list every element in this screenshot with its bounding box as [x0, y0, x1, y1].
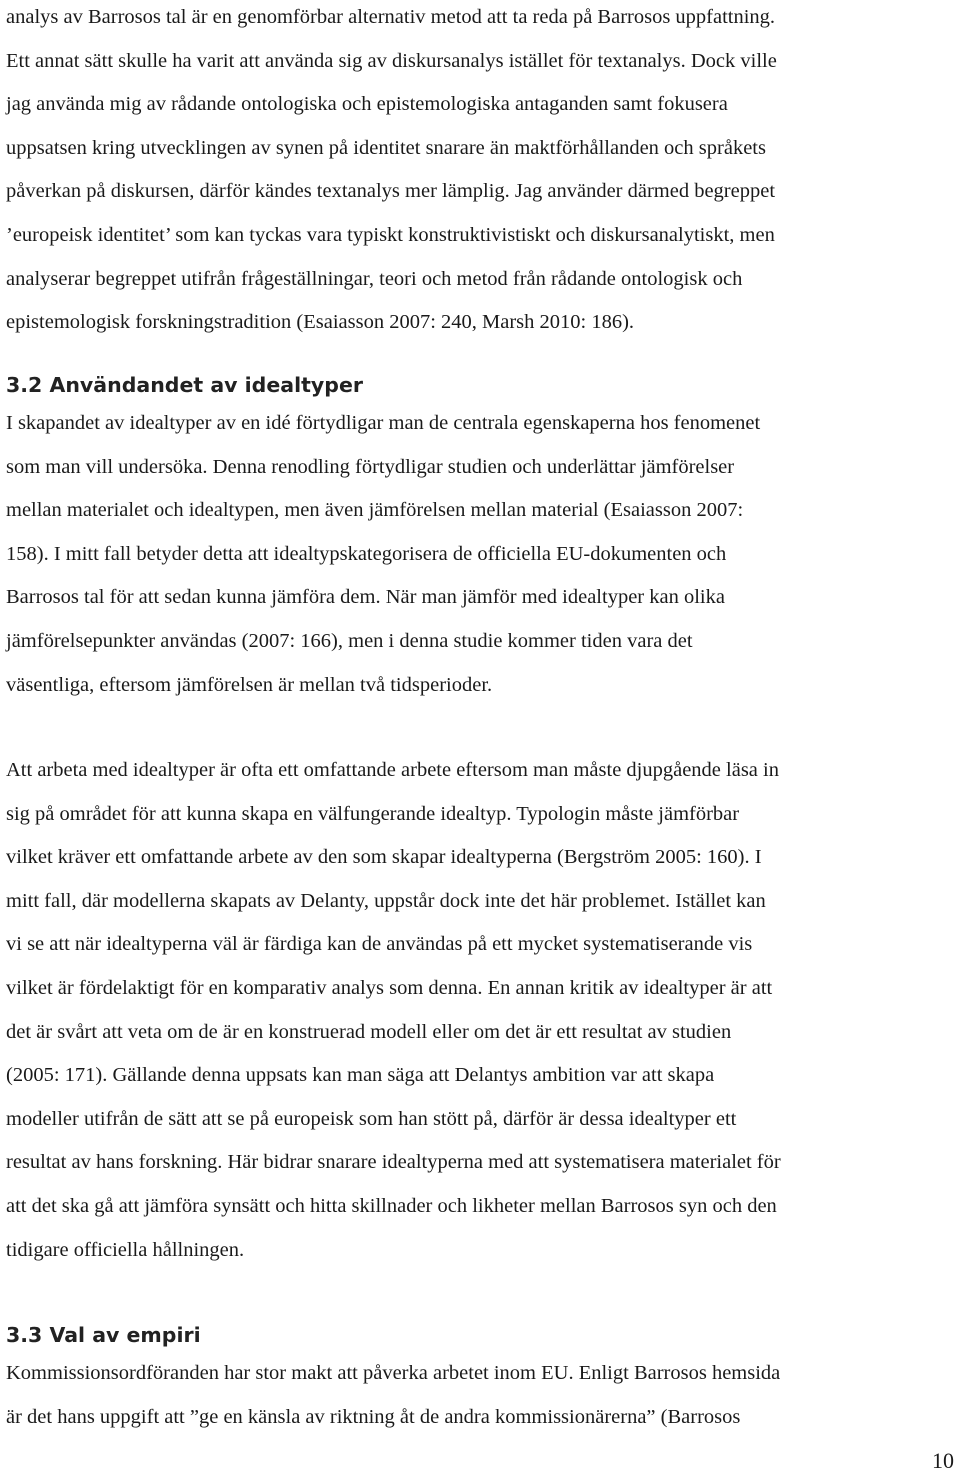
section-heading-3-2: 3.2 Användandet av idealtyper	[6, 373, 363, 397]
text-line: sig på området för att kunna skapa en välfungerande idealtyp. Typologin måste jämförbar	[6, 802, 740, 825]
text-line: Att arbeta med idealtyper är ofta ett omfattande arbete eftersom man måste djupgående läsa in	[6, 759, 779, 781]
text-line: ’europeisk identitet’ som kan tyckas vara typiskt konstruktivistiskt och diskursanalytiskt, men	[6, 223, 775, 246]
text-line: Barrosos tal för att sedan kunna jämföra dem. När man jämför med idealtyper kan olika	[6, 586, 725, 609]
text-line: modeller utifrån de sätt att se på europeisk som han stött på, därför är dessa idealtyper ett	[6, 1107, 737, 1130]
text-line: Ett annat sätt skulle ha varit att använda sig av diskursanalys istället för textanalys. Dock ville	[6, 49, 777, 72]
text-line: vilket kräver ett omfattande arbete av den som skapar idealtyperna (Bergström 2005: 160). I	[6, 846, 762, 869]
text-line: tidigare officiella hållningen.	[6, 1238, 245, 1261]
text-line: analys av Barrosos tal är en genomförbar alternativ metod att ta reda på Barrosos uppfattning.	[6, 6, 776, 28]
section-heading-3-3: 3.3 Val av empiri	[6, 1323, 201, 1347]
text-line: är det hans uppgift att ”ge en känsla av riktning åt de andra kommissionärerna” (Barrosos	[6, 1405, 741, 1428]
text-line: som man vill undersöka. Denna renodling förtydligar studien och underlättar jämförelser	[6, 455, 735, 478]
text-line: väsentliga, eftersom jämförelsen är mellan två tidsperioder.	[6, 673, 493, 696]
text-line: mitt fall, där modellerna skapats av Delanty, uppstår dock inte det här problemet. Istället kan	[6, 889, 766, 912]
text-line: 158). I mitt fall betyder detta att idealtypskategorisera de officiella EU-dokumenten och	[6, 542, 727, 565]
text-line: att det ska gå att jämföra synsätt och hitta skillnader och likheter mellan Barrosos syn och den	[6, 1194, 777, 1217]
text-line: mellan materialet och idealtypen, men även jämförelsen mellan material (Esaiasson 2007:	[6, 499, 744, 522]
text-line: uppsatsen kring utvecklingen av synen på identitet snarare än maktförhållanden och språkets	[6, 136, 766, 159]
page-number: 10	[932, 1448, 954, 1473]
text-line: epistemologisk forskningstradition (Esaiasson 2007: 240, Marsh 2010: 186).	[6, 311, 635, 334]
paragraph-textanalys	[6, 0, 777, 345]
text-line: påverkan på diskursen, därför kändes textanalys mer lämplig. Jag använder därmed begreppet	[6, 180, 776, 203]
text-line: vi se att när idealtyperna väl är färdiga kan de användas på ett mycket systematiserande vis	[6, 933, 753, 956]
text-line: jag använda mig av rådande ontologiska och epistemologiska antaganden samt fokusera	[6, 93, 728, 116]
text-line: det är svårt att veta om de är en konstruerad modell eller om det är ett resultat av studien	[6, 1020, 732, 1043]
paragraph-idealtyper-kritik	[6, 749, 781, 1272]
text-line: resultat av hans forskning. Här bidrar snarare idealtyperna med att systematisera materialet för	[6, 1151, 781, 1174]
paragraph-idealtyper-intro	[6, 402, 760, 707]
text-line: analyserar begreppet utifrån frågeställningar, teori och metod från rådande ontologisk och	[6, 267, 743, 290]
text-line: Kommissionsordföranden har stor makt att påverka arbetet inom EU. Enligt Barrosos hemsida	[6, 1362, 781, 1384]
text-line: (2005: 171). Gällande denna uppsats kan man säga att Delantys ambition var att skapa	[6, 1064, 715, 1087]
text-line: I skapandet av idealtyper av en idé förtydligar man de centrala egenskaperna hos fenomenet	[6, 412, 761, 434]
paragraph-val-av-empiri	[6, 1352, 780, 1439]
text-line: jämförelsepunkter användas (2007: 166), men i denna studie kommer tiden vara det	[6, 629, 693, 652]
text-line: vilket är fördelaktigt för en komparativ analys som denna. En annan kritik av idealtyper är att	[6, 976, 773, 999]
